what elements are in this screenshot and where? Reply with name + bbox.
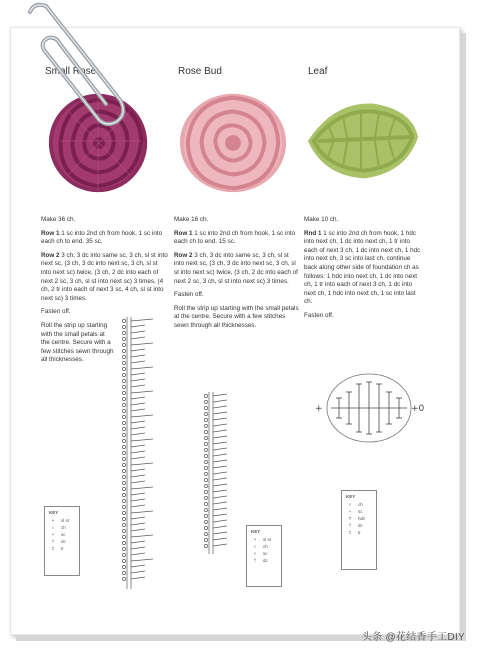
- chain-mark: [204, 496, 207, 499]
- finishing-text: Roll the strip up starting with the small petals at the centre. Secure with a few stitches sewn through all thicknesses.: [174, 304, 299, 329]
- chain-mark: [122, 457, 125, 460]
- chain-mark: [122, 565, 125, 568]
- leaf-key: [341, 490, 377, 570]
- stitch-stroke: [131, 349, 145, 351]
- stitch-stroke: [213, 442, 227, 444]
- stitch-stroke: [213, 502, 227, 504]
- chain-mark: [122, 415, 125, 418]
- key-label: hdc: [358, 516, 366, 521]
- chain-mark: [122, 529, 125, 532]
- chain-mark: [122, 505, 125, 508]
- key-title: KEY: [346, 494, 356, 499]
- stitch-stroke: [131, 457, 145, 459]
- chain-mark: [204, 502, 207, 505]
- stitch-stroke: [131, 565, 145, 567]
- chain-mark: [204, 460, 207, 463]
- chain-mark: [204, 424, 207, 427]
- stitch-stroke: [131, 373, 145, 375]
- small-rose-key: [44, 506, 80, 576]
- chain-mark: [122, 355, 125, 358]
- key-title: KEY: [251, 529, 261, 534]
- stitch-stroke: [213, 490, 227, 492]
- chain-mark: [122, 559, 125, 562]
- stitch-stroke: [131, 493, 145, 495]
- leaf-photo: [304, 82, 422, 200]
- stitch-stroke: [131, 571, 145, 573]
- double-crochet-symbol: †: [348, 523, 352, 528]
- key-label: sl st: [61, 518, 70, 523]
- stitch-stroke: [131, 499, 145, 501]
- key-label: sl st: [263, 537, 272, 542]
- key-row: [346, 522, 372, 529]
- stitch-stroke: [131, 427, 145, 429]
- stitch-stroke: [213, 448, 227, 450]
- chain-mark: [204, 520, 207, 523]
- chain-mark: [204, 514, 207, 517]
- chain-mark: [122, 373, 125, 376]
- key-row: [346, 515, 372, 522]
- key-label: tr: [358, 530, 361, 535]
- slip-stitch-symbol: •: [254, 537, 256, 542]
- chain-mark: [204, 448, 207, 451]
- stitch-stroke: [213, 424, 227, 426]
- stitch-stroke: [131, 541, 145, 543]
- chain-mark: [122, 439, 125, 442]
- chain-mark: [204, 442, 207, 445]
- chain-mark: [204, 484, 207, 487]
- stitch-stroke: [213, 394, 227, 396]
- key-label: ch: [263, 544, 268, 549]
- stitch-stroke: [131, 463, 153, 465]
- chain-mark: [122, 487, 125, 490]
- stitch-stroke: [131, 367, 153, 369]
- stitch-stroke: [131, 361, 145, 363]
- stitch-stroke: [213, 478, 227, 480]
- chain-mark: [204, 400, 207, 403]
- pattern-title: Leaf: [308, 66, 328, 77]
- chain-mark: [204, 406, 207, 409]
- single-crochet-symbol: +: [348, 509, 352, 514]
- fasten-off-text: Fasten off.: [41, 308, 71, 316]
- chain-mark: [122, 499, 125, 502]
- chain-mark: [204, 478, 207, 481]
- stitch-stroke: [213, 436, 227, 438]
- stitch-stroke: [131, 421, 145, 423]
- chain-symbol: ○: [51, 525, 55, 530]
- key-label: ch: [61, 525, 66, 530]
- stitch-stroke: [213, 454, 227, 456]
- chain-mark: [204, 508, 207, 511]
- stitch-stroke: [131, 325, 145, 327]
- stitch-stroke: [213, 472, 227, 474]
- stitch-stroke: [131, 331, 145, 333]
- half-double-crochet-symbol: T: [348, 516, 352, 521]
- chain-mark: [122, 451, 125, 454]
- stitch-stroke: [131, 391, 153, 393]
- stitch-stroke: [213, 538, 227, 540]
- double-crochet-symbol: †: [253, 558, 257, 563]
- chain-mark: [204, 412, 207, 415]
- make-line: Make 36 ch.: [41, 216, 76, 223]
- key-label: sc: [61, 532, 66, 537]
- watermark: 头条 @花结香手工DIY: [361, 632, 465, 643]
- stitch-stroke: [131, 397, 145, 399]
- chain-mark: [122, 553, 125, 556]
- stitch-stroke: [213, 430, 227, 432]
- stitch-stroke: [131, 505, 145, 507]
- make-line: Make 10 ch.: [304, 216, 339, 223]
- chain-mark: [122, 337, 125, 340]
- key-label: tr: [61, 546, 64, 551]
- chain-mark: [204, 466, 207, 469]
- stitch-stroke: [131, 379, 145, 381]
- stitch-stroke: [131, 577, 145, 579]
- pattern-rose-bud: [174, 66, 299, 205]
- chain-mark: [122, 571, 125, 574]
- key-label: ch: [358, 502, 363, 507]
- pattern-title: Rose Bud: [178, 66, 222, 77]
- chain-mark: [122, 493, 125, 496]
- chain-mark: [204, 526, 207, 529]
- key-row: [346, 508, 372, 515]
- stitch-stroke: [131, 385, 145, 387]
- stitch-stroke: [131, 535, 153, 537]
- leaf-instructions: [304, 216, 424, 326]
- stitch-stroke: [213, 508, 227, 510]
- stitch-stroke: [131, 337, 145, 339]
- stitch-stroke: [131, 475, 145, 477]
- small-rose-stitch-chart: [115, 313, 165, 593]
- chain-mark: [204, 394, 207, 397]
- chain-mark: [204, 472, 207, 475]
- chain-mark: [122, 361, 125, 364]
- stitch-stroke: [131, 415, 153, 417]
- finishing-text: Roll the strip up starting with the small petals at the centre. Secure with a few stitches sewn through all thicknesses.: [41, 321, 114, 364]
- chain-mark: [204, 454, 207, 457]
- stitch-stroke: [131, 343, 153, 345]
- double-crochet-symbol: †: [51, 539, 55, 544]
- stitch-stroke: [131, 469, 145, 471]
- chain-mark: [204, 418, 207, 421]
- paper-clip-icon: [20, 0, 130, 130]
- stitch-stroke: [131, 439, 153, 441]
- stitch-stroke: [213, 412, 227, 414]
- svg-text:+: +: [315, 404, 323, 414]
- stitch-stroke: [131, 481, 145, 483]
- stitch-stroke: [131, 433, 145, 435]
- stitch-stroke: [213, 466, 227, 468]
- key-row: [346, 529, 372, 536]
- chain-mark: [122, 517, 125, 520]
- chain-mark: [122, 469, 125, 472]
- chain-mark: [122, 463, 125, 466]
- stitch-stroke: [131, 523, 145, 525]
- key-title: KEY: [49, 510, 59, 515]
- chain-mark: [122, 367, 125, 370]
- chain-mark: [122, 433, 125, 436]
- chain-mark: [204, 532, 207, 535]
- stitch-stroke: [131, 487, 153, 489]
- stitch-stroke: [131, 403, 145, 405]
- row-2-text: Row 2 3 ch, 3 dc into same sc, 3 ch, sl st into next sc, (3 ch, 3 dc into next sc, 3 ch, sl st into next sc) twice, (3 ch, 2 dc into each of next 2 sc, 3 ch, sl st into next sc) 3 times.: [174, 251, 298, 285]
- key-row: [49, 545, 75, 552]
- svg-text:+0: +0: [411, 404, 425, 414]
- chain-mark: [122, 379, 125, 382]
- treble-crochet-symbol: ‡: [348, 530, 352, 535]
- stitch-stroke: [131, 319, 153, 321]
- pattern-title: Small Rose: [45, 66, 97, 77]
- row-1-text: Row 1 1 sc into 2nd ch from hook, 1 sc into each ch to end. 35 sc.: [41, 229, 163, 246]
- chain-mark: [122, 391, 125, 394]
- chain-mark: [122, 349, 125, 352]
- single-crochet-symbol: +: [253, 551, 257, 556]
- stitch-stroke: [131, 445, 145, 447]
- treble-crochet-symbol: ‡: [51, 546, 55, 551]
- stitch-stroke: [213, 406, 227, 408]
- stitch-stroke: [213, 484, 227, 486]
- chain-mark: [122, 325, 125, 328]
- key-label: dc: [358, 523, 363, 528]
- stitch-stroke: [131, 517, 145, 519]
- key-row: [49, 531, 75, 538]
- pattern-leaf: [304, 66, 429, 205]
- stitch-stroke: [131, 409, 145, 411]
- key-row: [251, 543, 277, 550]
- stitch-stroke: [213, 496, 227, 498]
- chain-mark: [204, 436, 207, 439]
- chain-mark: [204, 544, 207, 547]
- key-row: [251, 536, 277, 543]
- stitch-stroke: [131, 529, 145, 531]
- key-row: [251, 557, 277, 564]
- chain-mark: [122, 523, 125, 526]
- chain-mark: [122, 535, 125, 538]
- chain-mark: [122, 397, 125, 400]
- make-line: Make 16 ch.: [174, 216, 209, 223]
- key-row: [49, 517, 75, 524]
- stitch-stroke: [213, 520, 227, 522]
- stitch-stroke: [131, 559, 153, 561]
- key-label: dc: [61, 539, 66, 544]
- stitch-stroke: [131, 355, 145, 357]
- row-2-text: Row 2 3 ch, 3 dc into same sc, 3 ch, sl st into next sc, (3 ch, 3 dc into next sc, 3 ch, sl st into next sc) twice, (3 ch, 2 dc into each of next 2 sc, 3 ch, sl st into next sc) 3 times, (4 ch, 2 tr into each of next 3 sc, 4 ch, sl st into next sc) 3 times.: [41, 251, 168, 302]
- chain-mark: [122, 427, 125, 430]
- stitch-stroke: [131, 511, 153, 513]
- chain-mark: [122, 481, 125, 484]
- chain-mark: [122, 577, 125, 580]
- key-label: sc: [263, 551, 268, 556]
- rose-bud-instructions: [174, 216, 299, 336]
- key-row: [49, 538, 75, 545]
- chain-symbol: ○: [253, 544, 257, 549]
- stitch-stroke: [131, 451, 145, 453]
- stitch-stroke: [213, 418, 227, 420]
- stitch-stroke: [213, 526, 227, 528]
- chain-mark: [122, 403, 125, 406]
- leaf-stitch-chart: [311, 366, 426, 451]
- key-row: [49, 524, 75, 531]
- stitch-stroke: [213, 514, 227, 516]
- stitch-stroke: [213, 532, 227, 534]
- fasten-off-text: Fasten off.: [304, 311, 334, 319]
- rose-bud-key: [246, 525, 282, 587]
- chain-mark: [122, 409, 125, 412]
- stitch-stroke: [213, 400, 227, 402]
- chain-mark: [122, 541, 125, 544]
- fasten-off-text: Fasten off.: [174, 291, 204, 299]
- rose-bud-stitch-chart: [199, 388, 239, 558]
- stitch-stroke: [131, 547, 145, 549]
- key-label: sc: [358, 509, 363, 514]
- chain-mark: [122, 331, 125, 334]
- chain-mark: [122, 421, 125, 424]
- stitch-stroke: [131, 553, 145, 555]
- chain-mark: [122, 385, 125, 388]
- chain-mark: [122, 547, 125, 550]
- chain-mark: [204, 538, 207, 541]
- key-row: [251, 550, 277, 557]
- rose-bud-photo: [174, 82, 292, 200]
- chain-mark: [122, 445, 125, 448]
- chain-mark: [122, 511, 125, 514]
- slip-stitch-symbol: •: [52, 518, 54, 523]
- chain-mark: [122, 343, 125, 346]
- key-row: [346, 501, 372, 508]
- single-crochet-symbol: +: [51, 532, 55, 537]
- chain-symbol: ○: [348, 502, 352, 507]
- stitch-stroke: [213, 460, 227, 462]
- row-1-text: Row 1 1 sc into 2nd ch from hook, 1 sc into each ch to end. 15 sc.: [174, 229, 296, 246]
- round-1-text: Rnd 1 1 sc into 2nd ch from hook, 1 hdc into next ch, 1 dc into next ch, 1 tr into each of next 3 ch, 1 dc into next ch, 1 hdc into next ch, 3 sc into last ch, continue back along other side of foundation ch as follows: 1 hdc into next ch, 1 dc into next ch, 1 tr into each of next 3 ch, 1 dc into next ch, 1 hdc into next ch, 1 sc into last ch.: [304, 229, 421, 306]
- chain-mark: [204, 430, 207, 433]
- chain-mark: [204, 490, 207, 493]
- stitch-stroke: [213, 544, 227, 546]
- key-label: dc: [263, 558, 268, 563]
- chain-mark: [122, 475, 125, 478]
- chain-mark: [122, 319, 125, 322]
